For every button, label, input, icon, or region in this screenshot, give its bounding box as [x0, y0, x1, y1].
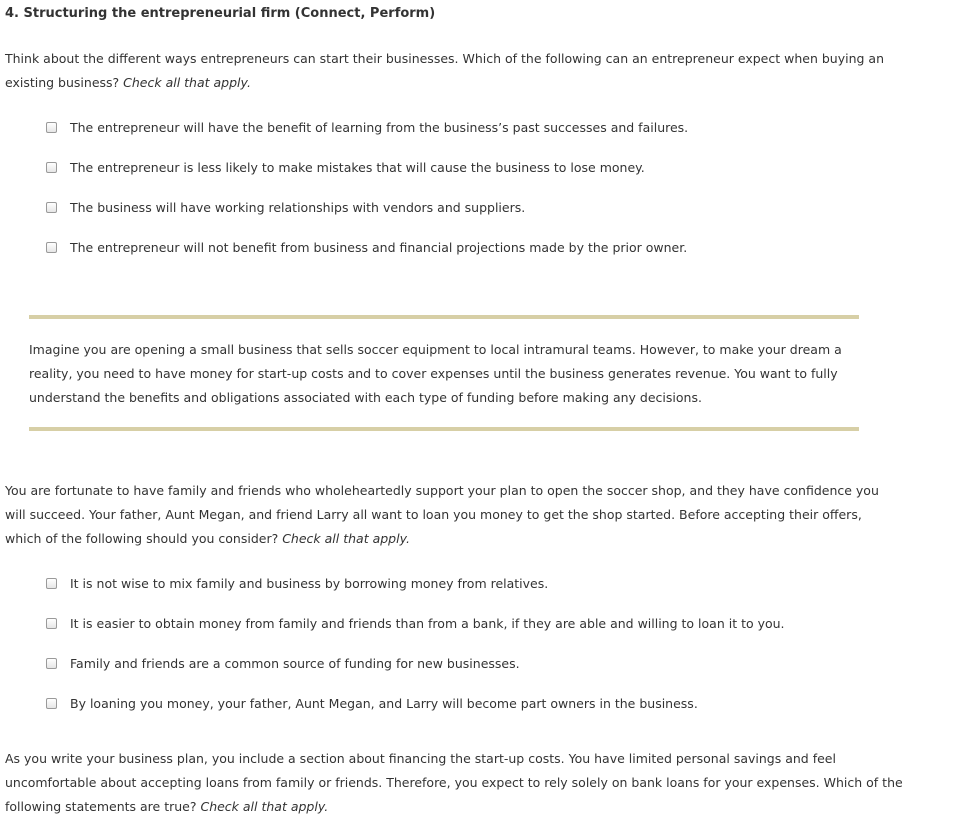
part1-option-2[interactable] [46, 157, 645, 177]
checkbox[interactable] [46, 122, 57, 133]
part1-option-4[interactable] [46, 237, 687, 257]
checkbox[interactable] [46, 202, 57, 213]
option-label: Family and friends are a common source of funding for new businesses. [70, 655, 520, 671]
checkbox[interactable] [46, 618, 57, 629]
option-label: The business will have working relationships with vendors and suppliers. [70, 199, 526, 215]
part1-prompt [5, 47, 920, 95]
option-label: The entrepreneur will have the benefit of learning from the business’s past successes and failures. [70, 119, 689, 135]
question-title: 4. Structuring the entrepreneurial firm (Connect, Perform) [5, 6, 436, 21]
part2-option-4[interactable] [46, 693, 698, 713]
option-label: The entrepreneur is less likely to make mistakes that will cause the business to lose money. [70, 159, 645, 175]
part1-option-1[interactable] [46, 117, 688, 137]
part2-option-1[interactable] [46, 573, 548, 593]
part1-prompt-text: Think about the different ways entrepreneurs can start their businesses. Which of the following can an entrepreneur expect when buying an existing business? [5, 51, 884, 90]
option-label: By loaning you money, your father, Aunt Megan, and Larry will become part owners in the business. [70, 695, 698, 711]
checkbox[interactable] [46, 162, 57, 173]
part1-option-3[interactable] [46, 197, 525, 217]
option-label: The entrepreneur will not benefit from business and financial projections made by the prior owner. [70, 239, 688, 255]
checkbox[interactable] [46, 242, 57, 253]
part3-instruction: Check all that apply. [200, 799, 329, 814]
scenario-text: Imagine you are opening a small business that sells soccer equipment to local intramural teams. However, to make your dream a reality, you need to have money for start-up costs and to cover expenses until the business generates revenue. You want to fully understand the benefits and obligations associated with each type of funding before making any decisions. [29, 342, 842, 405]
part2-instruction: Check all that apply. [282, 531, 410, 546]
scenario-top-divider [29, 315, 859, 319]
checkbox[interactable] [46, 698, 57, 709]
part3-prompt [5, 747, 923, 819]
option-label: It is not wise to mix family and business by borrowing money from relatives. [70, 575, 549, 591]
scenario-bottom-divider [29, 427, 859, 431]
part2-option-2[interactable] [46, 613, 785, 633]
part2-option-3[interactable] [46, 653, 520, 673]
part2-prompt-text: You are fortunate to have family and friends who wholeheartedly support your plan to open the soccer shop, and they have confidence you will succeed. Your father, Aunt Megan, and friend Larry all want to loan you money to get the shop started. Before accepting their offers, which of the following should you consider? [5, 483, 879, 546]
option-label: It is easier to obtain money from family and friends than from a bank, if they are able and willing to loan it to you. [70, 615, 785, 631]
part2-prompt [5, 479, 900, 551]
part1-instruction: Check all that apply. [123, 75, 251, 90]
checkbox[interactable] [46, 578, 57, 589]
part3-prompt-text: As you write your business plan, you include a section about financing the start-up costs. You have limited personal savings and feel uncomfortable about accepting loans from family or friends. Therefore, you expect to rely solely on bank loans for your expenses. Which of the following statements are true? [5, 751, 903, 814]
checkbox[interactable] [46, 658, 57, 669]
